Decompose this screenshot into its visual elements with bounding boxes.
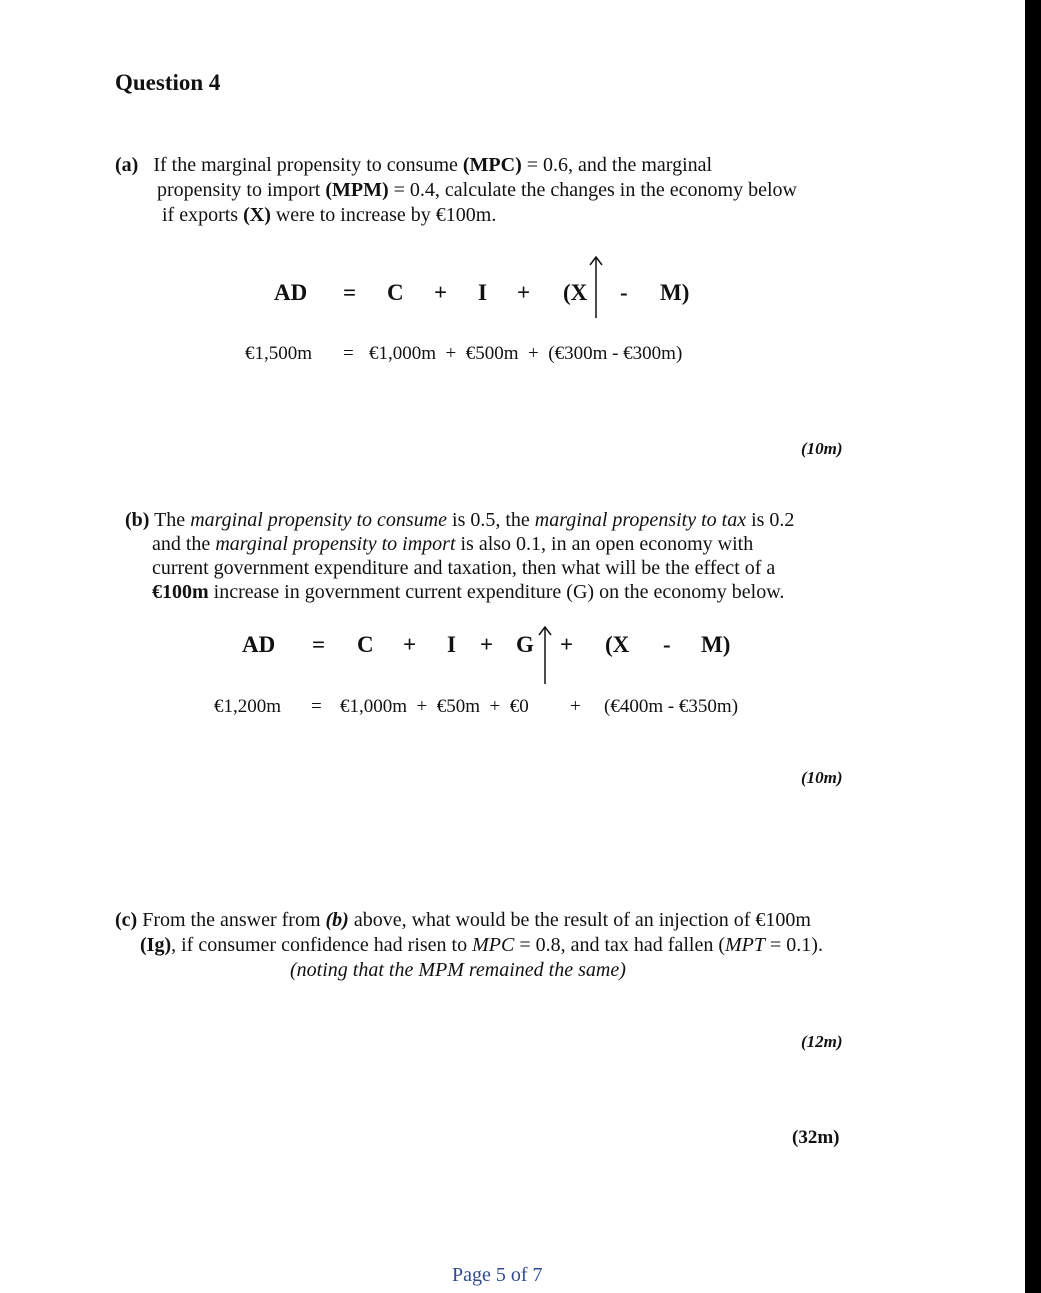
part-c-label: (c) bbox=[115, 909, 138, 931]
total-marks: (32m) bbox=[792, 1127, 840, 1148]
term-mpc: (MPC) bbox=[462, 154, 522, 176]
part-a-line-1: (a) If the marginal propensity to consume (MPC) = 0.6, and the marginal bbox=[115, 154, 713, 176]
part-b-marks: (10m) bbox=[801, 768, 843, 787]
part-b-line-4: €100m increase in government current expenditure (G) on the economy below. bbox=[152, 581, 785, 603]
part-b-line-1: (b) The marginal propensity to consume is 0.5, the marginal propensity to tax is 0.2 bbox=[125, 509, 795, 531]
increase-arrow-icon bbox=[537, 624, 553, 686]
page-edge-bar bbox=[1025, 0, 1041, 1293]
part-c-line-1: (c) From the answer from (b) above, what would be the result of an injection of €100m bbox=[115, 909, 811, 931]
term-x: (X) bbox=[243, 204, 271, 226]
increase-arrow-icon bbox=[588, 254, 604, 320]
part-a-label: (a) bbox=[115, 154, 139, 176]
part-c-line-2: (Ig), if consumer confidence had risen to MPC = 0.8, and tax had fallen (MPT = 0.1). bbox=[140, 934, 823, 956]
part-a-line-3: if exports (X) were to increase by €100m. bbox=[162, 204, 497, 226]
part-c-marks: (12m) bbox=[801, 1032, 843, 1051]
part-b-line-2: and the marginal propensity to import is also 0.1, in an open economy with bbox=[152, 533, 754, 555]
term-mpm: (MPM) bbox=[325, 179, 389, 201]
part-b-label: (b) bbox=[125, 509, 150, 531]
part-a-line-2: propensity to import (MPM) = 0.4, calculate the changes in the economy below bbox=[157, 179, 797, 201]
question-title: Question 4 bbox=[115, 70, 221, 95]
page-footer: Page 5 of 7 bbox=[452, 1264, 543, 1286]
part-c-note: (noting that the MPM remained the same) bbox=[290, 959, 626, 981]
part-b-line-3: current government expenditure and taxation, then what will be the effect of a bbox=[152, 557, 776, 579]
part-a-marks: (10m) bbox=[801, 439, 843, 458]
